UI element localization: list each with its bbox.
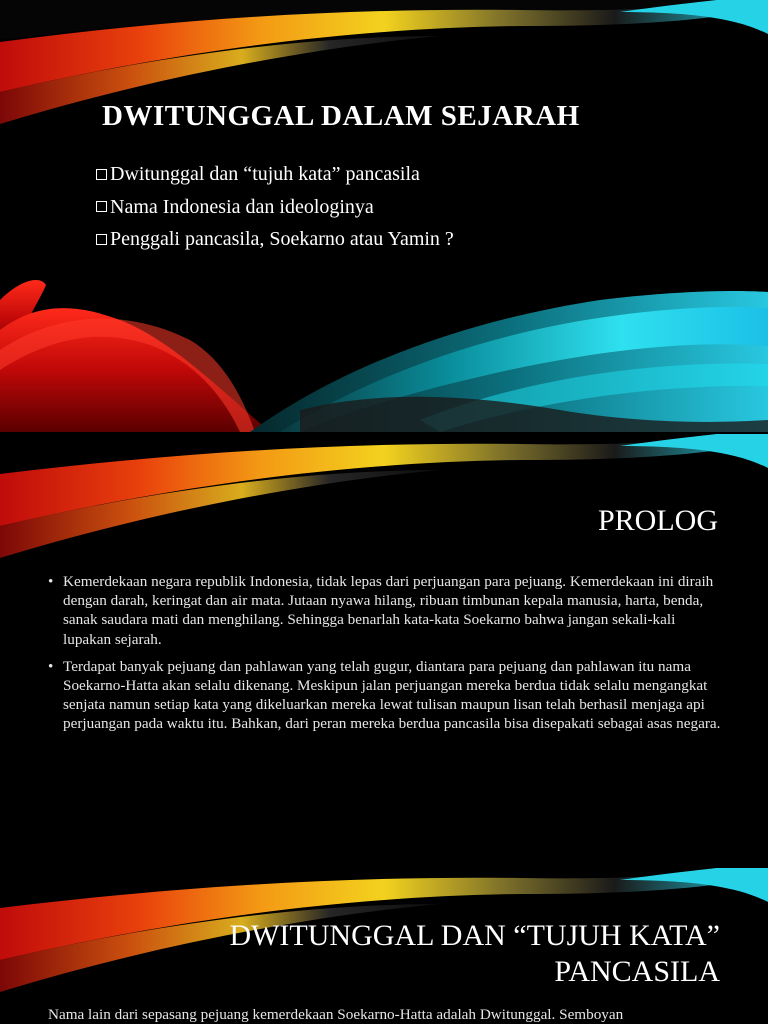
- checkbox-bullet-icon: [96, 169, 107, 180]
- slide-2-body: [46, 572, 722, 742]
- slide-3: [0, 868, 768, 1024]
- checkbox-bullet-icon: [96, 234, 107, 245]
- slide-3-title-line-1: DWITUNGGAL DAN “TUJUH KATA”: [229, 919, 720, 952]
- slide-3-title-line-2: PANCASILA: [554, 955, 720, 988]
- checkbox-bullet-icon: [96, 201, 107, 212]
- slide-1-agenda-list: [92, 158, 454, 256]
- slide-2: [0, 434, 768, 866]
- list-item-label: Penggali pancasila, Soekarno atau Yamin ?: [110, 228, 454, 250]
- slide-1-title: DWITUNGGAL DALAM SEJARAH: [102, 100, 580, 132]
- paragraph: • Terdapat banyak pejuang dan pahlawan yang telah gugur, diantara para pejuang dan pahlawan itu nama Soekarno-Hatta akan selalu dikenang. Meskipun jalan perjuangan mereka berdua tidak selalu mengangkat senjata namun setiap kata yang dikeluarkan mereka lewat tulisan maupun lisan telah berhasil menjaga api perjuangan pada waktu itu. Bahkan, dari peran mereka berdua pancasila bisa disepakati sebagai asas negara.: [46, 657, 722, 734]
- slide-2-title: PROLOG: [597, 504, 718, 537]
- slide-1: [0, 0, 768, 432]
- slide-3-title: [229, 918, 720, 990]
- slide-3-body: Nama lain dari sepasang pejuang kemerdekaan Soekarno-Hatta adalah Dwitunggal. Semboyan: [48, 1006, 624, 1023]
- paragraph: • Kemerdekaan negara republik Indonesia, tidak lepas dari perjuangan para pejuang. Kemerdekaan ini diraih dengan darah, keringat dan air mata. Jutaan nyawa hilang, ribuan timbunan kepala manusia, harta, benda, sanak saudara mati dan menghilang. Sehingga benarlah kata-kata Soekarno bahwa jangan sekali-kali lupakan sejarah.: [46, 572, 722, 649]
- list-item: [92, 223, 454, 256]
- list-item: [92, 191, 454, 224]
- list-item-label: Dwitunggal dan “tujuh kata” pancasila: [110, 163, 420, 185]
- list-item: [92, 158, 454, 191]
- list-item-label: Nama Indonesia dan ideologinya: [110, 195, 374, 218]
